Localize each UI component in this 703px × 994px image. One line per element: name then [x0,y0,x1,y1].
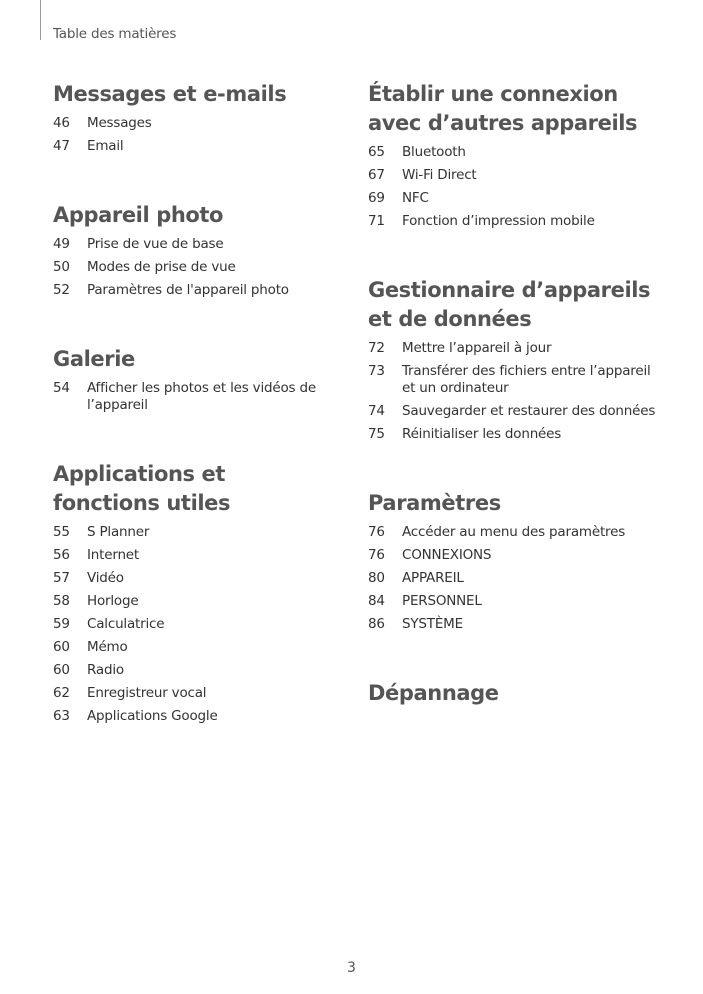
toc-section [53,80,323,155]
entry-page: 69 [368,190,385,206]
entry-page: 60 [53,662,70,678]
entry-page: 46 [53,115,70,131]
entry-page: 84 [368,593,385,609]
entry-page: 71 [368,213,385,229]
toc-entry[interactable] [368,190,658,207]
toc-entry[interactable] [53,685,323,702]
entry-label: Réinitialiser les données [402,426,562,442]
entry-page: 86 [368,616,385,632]
toc-entry[interactable] [53,593,323,610]
toc-entry[interactable] [368,547,658,564]
toc-section [53,460,323,725]
entry-label: Mémo [87,639,128,655]
toc-entry[interactable] [53,662,323,679]
toc-entry[interactable] [368,593,658,610]
entry-label: Calculatrice [87,616,165,632]
entry-page: 75 [368,426,385,442]
toc-right-column [368,80,658,754]
toc-entry[interactable] [53,639,323,656]
entry-page: 72 [368,340,385,356]
toc-entry[interactable] [368,213,658,230]
toc-entry[interactable] [53,138,323,155]
toc-left-column [53,80,323,771]
entry-label: Fonction d’impression mobile [402,213,595,229]
entry-label: Email [87,138,124,154]
toc-entry[interactable] [53,236,323,253]
entry-page: 54 [53,380,70,396]
entry-page: 65 [368,144,385,160]
entry-label: Messages [87,115,152,131]
entry-label: Transférer des fichiers entre l’appareil et un ordinateur [402,363,651,396]
entry-label: Bluetooth [402,144,466,160]
section-title[interactable]: Messages et e-mails [53,82,287,106]
entry-page: 76 [368,547,385,563]
section-title[interactable]: Établir une connexion avec d’autres appareils [368,82,638,135]
entry-page: 67 [368,167,385,183]
entry-label: Paramètres de l'appareil photo [87,282,289,298]
entry-label: Modes de prise de vue [87,259,236,275]
entry-page: 58 [53,593,70,609]
toc-section [53,201,323,299]
entry-label: APPAREIL [402,570,464,586]
entry-page: 47 [53,138,70,154]
page-number: 3 [347,960,356,976]
toc-entry[interactable] [368,167,658,184]
entry-page: 73 [368,363,385,379]
toc-entry[interactable] [368,570,658,587]
running-header: Table des matières [53,26,177,42]
section-title[interactable]: Applications et fonctions utiles [53,462,231,515]
entry-page: 59 [53,616,70,632]
entry-page: 55 [53,524,70,540]
entry-label: Afficher les photos et les vidéos de l’appareil [87,380,316,413]
toc-section [368,679,658,708]
entry-label: Sauvegarder et restaurer des données [402,403,656,419]
entry-page: 49 [53,236,70,252]
header-rule [40,0,41,40]
entry-label: Mettre l’appareil à jour [402,340,552,356]
entry-label: CONNEXIONS [402,547,492,563]
entry-label: Horloge [87,593,139,609]
entry-label: Internet [87,547,140,563]
toc-entry[interactable] [53,115,323,132]
entry-label: Applications Google [87,708,218,724]
entry-label: Radio [87,662,124,678]
toc-entry[interactable] [368,144,658,161]
entry-label: Enregistreur vocal [87,685,207,701]
toc-entry[interactable] [368,616,658,633]
toc-entry[interactable] [53,708,323,725]
section-title[interactable]: Gestionnaire d’appareils et de données [368,278,651,331]
section-title[interactable]: Dépannage [368,681,499,705]
entry-label: S Planner [87,524,150,540]
entry-label: Wi-Fi Direct [402,167,477,183]
section-title[interactable]: Appareil photo [53,203,224,227]
toc-entry[interactable] [368,403,658,420]
toc-entry[interactable] [368,340,658,357]
entry-label: SYSTÈME [402,616,463,632]
entry-page: 80 [368,570,385,586]
entry-label: Prise de vue de base [87,236,224,252]
entry-page: 76 [368,524,385,540]
entry-page: 74 [368,403,385,419]
toc-entry[interactable] [53,616,323,633]
toc-section [53,345,323,414]
toc-section [368,80,658,230]
toc-entry[interactable] [368,363,658,397]
section-title[interactable]: Paramètres [368,491,501,515]
entry-label: NFC [402,190,429,206]
toc-entry[interactable] [53,282,323,299]
entry-label: Accéder au menu des paramètres [402,524,626,540]
toc-entry[interactable] [53,259,323,276]
entry-label: Vidéo [87,570,124,586]
entry-page: 52 [53,282,70,298]
section-title[interactable]: Galerie [53,347,135,371]
toc-entry[interactable] [53,570,323,587]
toc-entry[interactable] [53,380,323,414]
entry-page: 62 [53,685,70,701]
toc-entry[interactable] [53,547,323,564]
entry-page: 50 [53,259,70,275]
toc-entry[interactable] [368,524,658,541]
entry-page: 57 [53,570,70,586]
entry-page: 60 [53,639,70,655]
toc-section [368,489,658,633]
entry-page: 56 [53,547,70,563]
toc-section [368,276,658,443]
entry-label: PERSONNEL [402,593,482,609]
toc-entry[interactable] [53,524,323,541]
entry-page: 63 [53,708,70,724]
toc-entry[interactable] [368,426,658,443]
